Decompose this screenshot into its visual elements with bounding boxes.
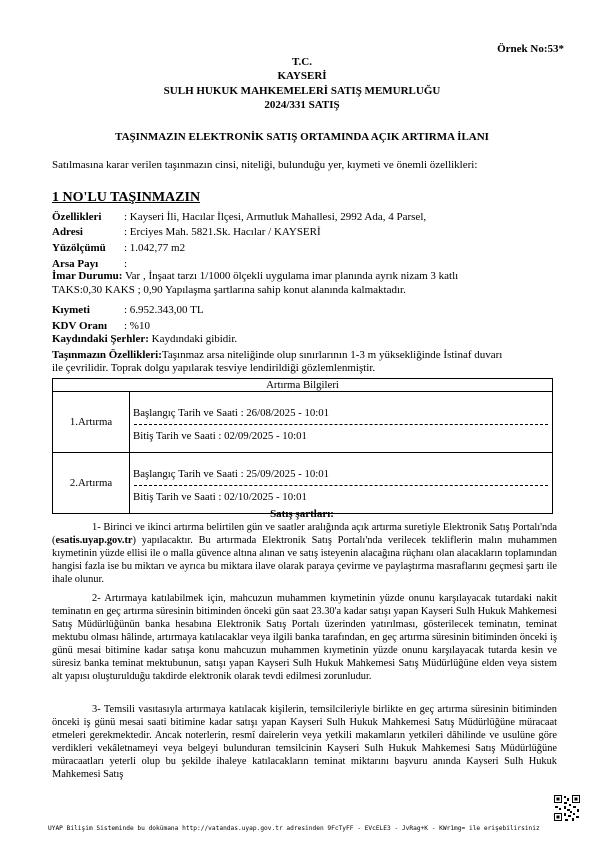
header-tc: T.C. <box>292 56 312 68</box>
field-value: : 1.042,77 m2 <box>124 242 186 254</box>
auction-details <box>130 392 553 453</box>
terms-p1-post: ) yapılacaktır. Bu artırmada Elektronik Satış Portalı'nda verilecek tekliflerin malın muhammen kıymetinin yüzde ellisi ile o malla güvence altına alınan ve satış isteyenin alacağına rüçhanı olan alacakların toplamından hangisi fazla ise bu miktarı ve ayrıca bu miktara ilave olarak paraya çevirme ve paylaştırma masraflarını geçmesi şartı ile ihale olunur. <box>52 535 557 585</box>
footer-verification-text: UYAP Bilişim Sisteminde bu dokümana http://vatandas.uyap.gov.tr adresinden 9FcTyFF - EVcELE3 - JvRag+K - KWr1mg= ile erişebilirsiniz <box>48 825 540 832</box>
encumbrance-text: Kaydındaki gibidir. <box>148 333 238 345</box>
features-line-2: ile çevrilidir. Toprak dolgu yapılarak tesviye lendirildiği gözlemlenmiştir. <box>52 362 376 374</box>
vat-row <box>52 316 150 334</box>
terms-paragraph-1 <box>52 521 557 586</box>
field-value: : Kayseri İli, Hacılar İlçesi, Armutluk Mahallesi, 2992 Ada, 4 Parsel, <box>124 211 427 223</box>
field-label: Adresi <box>52 226 83 238</box>
vat-label: KDV Oranı <box>52 320 108 332</box>
zoning-text: Var , İnşaat tarzı 1/1000 ölçekli uygulama imar planında ayrık nizam 3 katlı <box>122 270 459 282</box>
property-fields <box>52 207 426 269</box>
terms-p1-pre: 1- Birinci ve ikinci artırma belirtilen gün ve saatler aralığında açık artırma suretiyle Elektronik Satış Portalı'nda ( <box>52 522 557 546</box>
terms-heading: Satış şartları: <box>270 508 334 520</box>
auction-end: Bitiş Tarih ve Saati : 02/10/2025 - 10:01 <box>133 490 307 503</box>
auction-start: Başlangıç Tarih ve Saati : 25/09/2025 - 10:01 <box>133 467 330 480</box>
field-value: : Erciyes Mah. 5821.Sk. Hacılar / KAYSERİ <box>124 226 321 238</box>
terms-paragraph-3: 3- Temsili vasıtasıyla artırmaya katılacak kişilerin, temsilcileriyle birlikte en geç artırma süresinin bitiminden önceki iş günü mesai saati bitimine kadar satışı yapan Kayseri Sulh Hukuk Mahkemesi Satış Müdürlüğüne müracaat etmeleri gerekmektedir. Ancak noterlerin, resmî dairelerin veya yetkili makamların yetkileri dâhilinde ve usulüne göre verdikleri vekâletnameyi veya belgeyi bulunduran temsilcinin Kayseri Sulh Hukuk Mahkemesi Satış Müdürlüğüne müracaatları yeterli olup bu şekilde ihaleye katılacakların teminat miktarını başvuru anında Kayseri Sulh Hukuk Mahkemesi Satış <box>52 704 557 780</box>
field-row <box>52 207 426 222</box>
field-row <box>52 238 426 254</box>
field-label: Yüzölçümü <box>52 242 106 254</box>
field-label: Arsa Payı <box>52 258 99 270</box>
auction-name: 1.Artırma <box>53 392 130 453</box>
field-row <box>52 222 426 238</box>
qr-code <box>553 794 581 822</box>
auction-details <box>130 453 553 514</box>
zoning-label: İmar Durumu: <box>52 270 123 282</box>
value-label: Kıymeti <box>52 304 90 316</box>
vat-text: : %10 <box>124 320 150 332</box>
field-row <box>52 254 426 269</box>
auction-row <box>53 453 553 514</box>
esatis-link[interactable]: esatis.uyap.gov.tr <box>55 535 133 546</box>
auction-end: Bitiş Tarih ve Saati : 02/09/2025 - 10:01 <box>133 429 307 442</box>
features-text: Taşınmaz arsa niteliğinde olup sınırlarının 1-3 m yüksekliğinde İstinaf duvarı <box>161 349 503 361</box>
zoning-line-2: TAKS:0,30 KAKS ; 0,90 Yapılaşma şartlarına sahip konut alanında kalmaktadır. <box>52 284 406 296</box>
auction-table-header-row <box>53 379 553 392</box>
auction-name: 2.Artırma <box>53 453 130 514</box>
header-office: SULH HUKUK MAHKEMELERİ SATIŞ MEMURLUĞU <box>163 85 441 97</box>
auction-table-header: Artırma Bilgileri <box>53 379 553 392</box>
value-text: : 6.952.343,00 TL <box>124 304 204 316</box>
field-label: Özellikleri <box>52 211 102 223</box>
encumbrance-row <box>52 333 237 346</box>
encumbrance-label: Kaydındaki Şerhler: <box>52 333 149 345</box>
features-label: Taşınmazın Özellikleri: <box>52 349 162 361</box>
terms-paragraph-2: 2- Artırmaya katılabilmek için, mahcuzun muhammen kıymetinin yüzde onunu karşılayacak tutardaki nakit teminatın en geç artırma süresinin bitiminden önceki gün saat 23.30'a kadar satışı yapan Kayseri Sulh Hukuk Mahkemesi Satış Müdürlüğünün banka hesabına Elektronik Satış Portalı üzerinden yatırılması, gösterilecek teminatın, teminat mektubu olması hâlinde, artırmaya katılacaklar veya ilgili banka tarafından, en geç artırma süresinin bitiminden önceki iş günü mesai bitimine kadar satışa konu mahcuzun muhammen kıymetinin yüzde onunu karşılayacak tutarda kesin ve süresiz banka teminat mektubunun, satışı yapan Kayseri Sulh Hukuk Mahkemesi Satış Müdürlüğüne elden veya sistem alt yapısı oluşturulduğu takdirde elektronik olarak tevdi edilmesi zorunludur. <box>52 593 557 682</box>
auction-table <box>52 378 553 514</box>
header-file-number: 2024/331 SATIŞ <box>264 99 340 111</box>
header-city: KAYSERİ <box>277 70 327 82</box>
auction-row <box>53 392 553 453</box>
zoning-line-1 <box>52 270 458 283</box>
example-number: Örnek No:53* <box>497 43 564 55</box>
notice-title: TAŞINMAZIN ELEKTRONİK SATIŞ ORTAMINDA AÇIK ARTIRMA İLANI <box>115 131 489 143</box>
field-value: : <box>124 258 128 270</box>
property-heading: 1 NO'LU TAŞINMAZIN <box>52 190 201 205</box>
auction-start: Başlangıç Tarih ve Saati : 26/08/2025 - 10:01 <box>133 406 330 419</box>
features-line-1 <box>52 349 502 362</box>
intro-text: Satılmasına karar verilen taşınmazın cinsi, niteliği, bulunduğu yer, kıymeti ve önemli özellikleri: <box>52 159 478 171</box>
